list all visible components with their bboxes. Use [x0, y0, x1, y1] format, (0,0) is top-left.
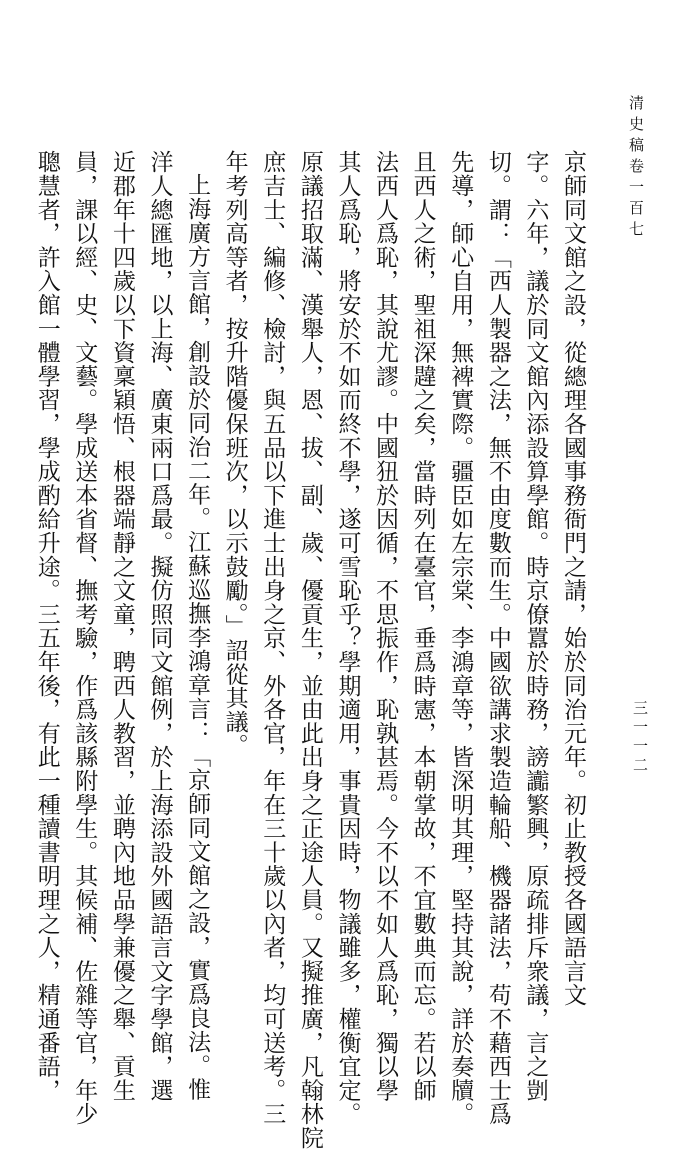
text-column: 先導，師心自用，無裨實際。疆臣如左宗棠、李鴻章等，皆深明其理，堅持其說，詳於奏牘。 [447, 150, 474, 1126]
text-column: 字。六年，議於同文館內添設算學館。時京僚囂於時務，謗讟繁興，原疏排斥衆議，言之剴 [522, 150, 549, 1102]
text-column: 上海廣方言館，創設於同治二年。江蘇巡撫李鴻章言：「京師同文館之設，實爲良法。惟 [184, 173, 211, 1102]
text-column: 庶吉士、編修、檢討，與五品以下進士出身之京、外各官，年在三十歲以內者，均可送考。三 [259, 150, 286, 1126]
text-column: 員，課以經、史、文藝。學成送本省督、撫考驗，作爲該縣附學生。其候補、佐雜等官，年少 [71, 150, 98, 1126]
text-body [27, 150, 591, 1150]
text-column: 近郡年十四歲以下資稟穎悟、根器端靜之文童，聘西人教習，並聘內地品學兼優之舉、貢生 [108, 150, 135, 1102]
text-column: 其人爲恥，將安於不如而終不學，遂可雪恥乎？學期適用，事貴因時，物議雖多，權衡宜定。 [334, 150, 361, 1126]
text-column: 法西人爲恥，其說尤謬。中國狃於因循，不思振作，恥孰甚焉。今不以不如人爲恥，獨以學 [372, 150, 399, 1102]
text-column: 且西人之術，聖祖深韙之矣，當時列在臺官，垂爲時憲，本朝掌故，不宜數典而忘。若以師 [409, 150, 436, 1102]
text-column: 聰慧者，許入館一體學習，學成酌給升途。三五年後，有此一種讀書明理之人，精通番語， [33, 150, 60, 1102]
text-column: 京師同文館之設，從總理各國事務衙門之請，始於同治元年。初止教授各國語言文 [560, 150, 586, 1007]
text-column: 原議招取滿、漢舉人，恩、拔、副、歲、優貢生，並由此出身之正途人員。又擬推廣，凡翰林院 [296, 150, 323, 1150]
text-column: 年考列高等者，按升階優保班次，以示鼓勵。」詔從其議。 [221, 150, 248, 758]
text-column: 洋人總匯地，以上海、廣東兩口爲最。擬仿照同文館例，於上海添設外國語言文字學館，選 [146, 150, 173, 1102]
page-header-title: 清史稿卷一百七 [627, 95, 645, 242]
page-number: 三一一二 [631, 700, 649, 776]
text-column: 切。謂：「西人製器之法，無不由度數而生。中國欲講求製造輪船、機器諸法，苟不藉西士爲 [484, 150, 511, 1126]
